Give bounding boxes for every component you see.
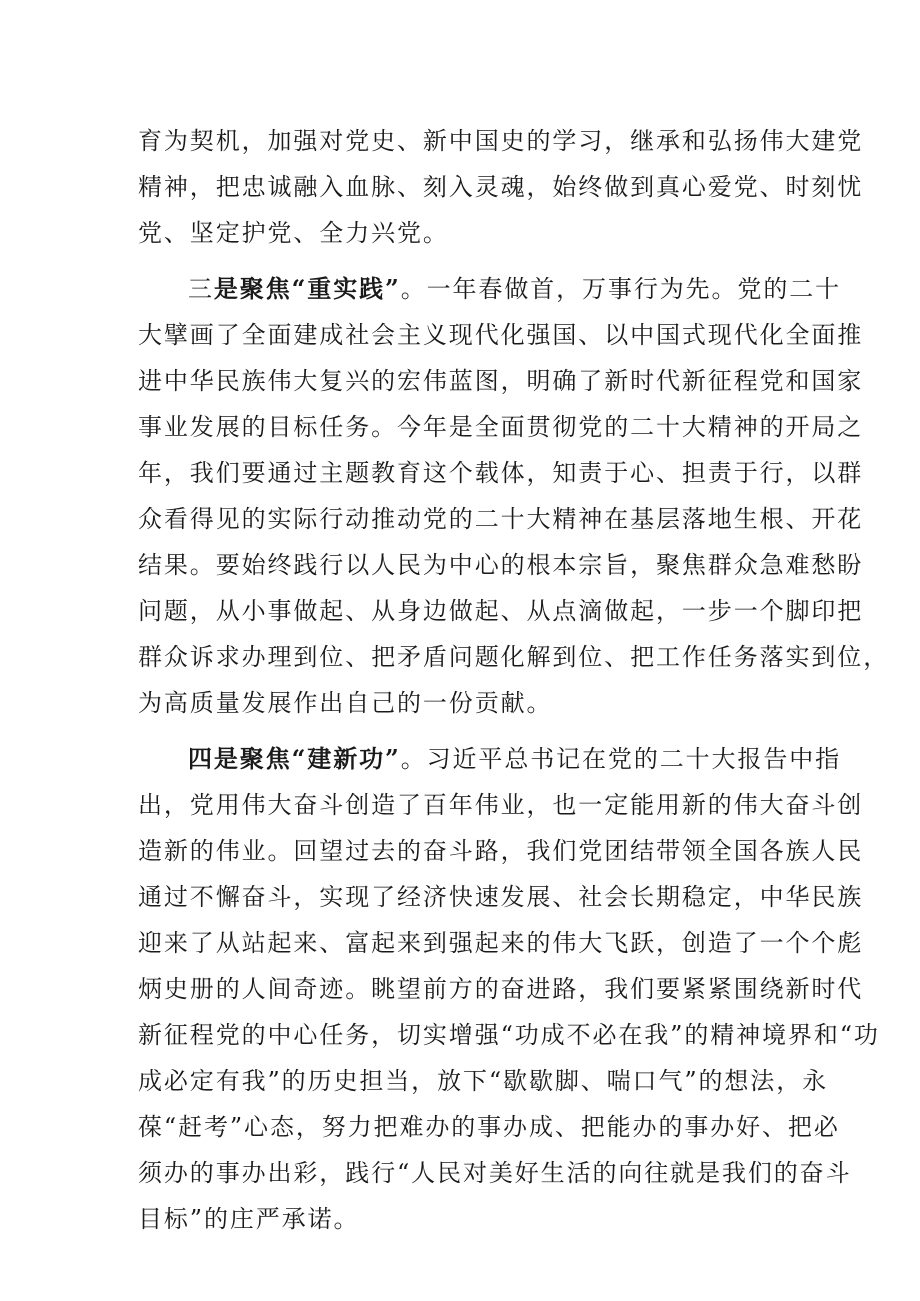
paragraph-spacer [138,726,810,736]
text-line: 成必定有我”的历史担当，放下“歇歇脚、喘口气”的想法，永 [138,1067,829,1095]
text-line: 通过不懈奋斗，实现了经济快速发展、社会长期稳定，中华民族 [138,883,864,911]
text-line: 大擘画了全面建成社会主义现代化强国、以中国式现代化全面推 [138,321,864,349]
text-line: 党、坚定护党、全力兴党。 [138,219,449,247]
text-line: 进中华民族伟大复兴的宏伟蓝图，明确了新时代新征程党和国家 [138,367,864,395]
document-page [138,118,890,1242]
lead-number: 三 [188,275,214,303]
text-line: 为高质量发展作出自己的一份贡献。 [138,689,553,717]
text-line: 迎来了从站起来、富起来到强起来的伟大飞跃，创造了一个个彪 [138,929,864,957]
text-line: 育为契机，加强对党史、新中国史的学习，继承和弘扬伟大建党 [138,127,864,155]
text-line: 炳史册的人间奇迹。眺望前方的奋进路，我们要紧紧围绕新时代 [138,975,864,1003]
text-line: 出，党用伟大奋斗创造了百年伟业，也一定能用新的伟大奋斗创 [138,791,864,819]
text-line: 须办的事办出彩，践行“人民对美好生活的向往就是我们的奋斗 [138,1159,852,1187]
text-line: 葆“赶考”心态，努力把难办的事办成、把能办的事办好、把必 [138,1113,840,1141]
paragraph-lead-line [138,266,842,312]
text-line: 群众诉求办理到位、把矛盾问题化解到位、把工作任务落实到位， [138,643,890,671]
paragraph-spacer [138,256,810,266]
text-line: 问题，从小事做起、从身边做起、从点滴做起，一步一个脚印把 [138,597,864,625]
paragraph-four [138,736,880,1242]
lead-text: 。一年春做首，万事行为先。党的二十 [400,275,842,303]
section-heading-inline: 四是聚焦“建新功” [188,744,401,773]
lead-text: 。习近平总书记在党的二十大报告中指 [400,745,842,773]
text-line: 造新的伟业。回望过去的奋斗路，我们党团结带领全国各族人民 [138,837,864,865]
text-line: 目标”的庄严承诺。 [138,1205,360,1233]
text-line: 精神，把忠诚融入血脉、刻入灵魂，始终做到真心爱党、时刻忧 [138,173,864,201]
text-line: 结果。要始终践行以人民为中心的根本宗旨，聚焦群众急难愁盼 [138,551,864,579]
paragraph-continuation [138,118,864,256]
section-heading-inline: 是聚焦“重实践” [213,274,401,303]
text-line: 新征程党的中心任务，切实增强“功成不必在我”的精神境界和“功 [138,1021,880,1049]
text-line: 年，我们要通过主题教育这个载体，知责于心、担责于行，以群 [138,459,864,487]
paragraph-lead-line [138,736,842,782]
paragraph-three [138,266,890,726]
text-line: 众看得见的实际行动推动党的二十大精神在基层落地生根、开花 [138,505,864,533]
text-line: 事业发展的目标任务。今年是全面贯彻党的二十大精神的开局之 [138,413,864,441]
